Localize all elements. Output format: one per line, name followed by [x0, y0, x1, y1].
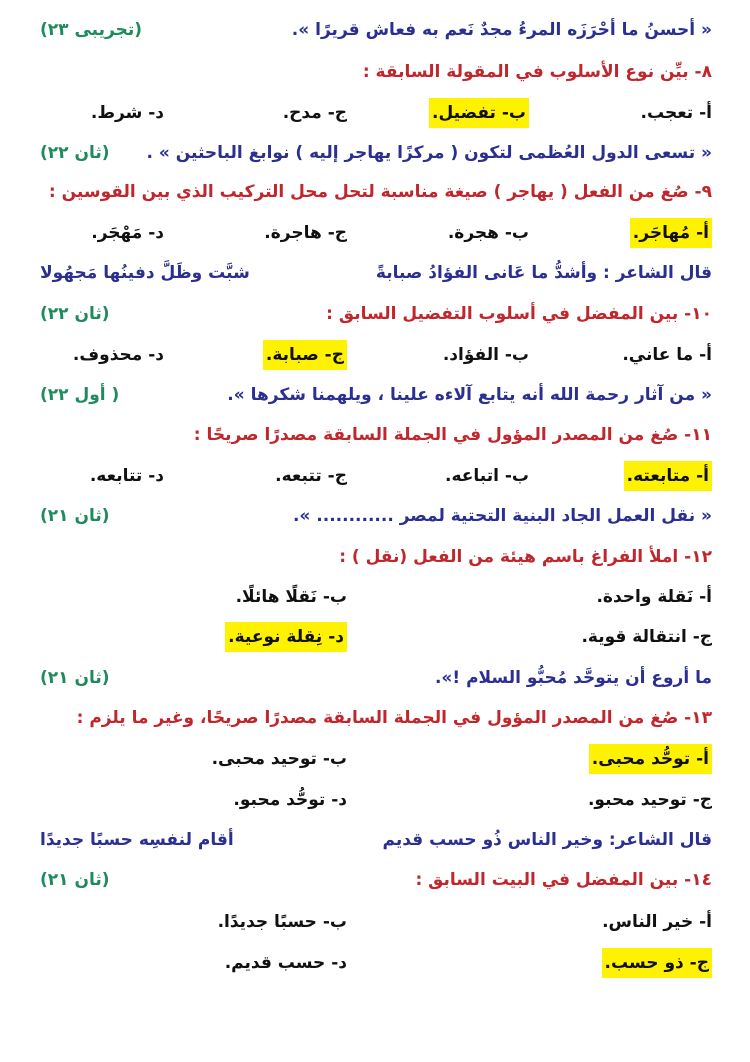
option-d-correct[interactable]: د- نِقلة نوعية. [225, 622, 347, 652]
option-d[interactable]: د- محذوف. [72, 345, 164, 365]
question-8 [40, 57, 712, 87]
option-b[interactable]: ب- هجرة. [447, 223, 529, 243]
quote-text: « نقل العمل الجاد البنية التحتية لمصر ............ ». [292, 506, 712, 526]
option-b[interactable]: ب- الفؤاد. [442, 345, 529, 365]
option-b[interactable]: ب- توحيد محبى. [211, 749, 347, 769]
quote-text: « أحسنُ ما أحْرَزَه المرءُ مجدٌ نَعم به فعاش قريرًا ». [291, 20, 712, 40]
question-text: ١٢- املأ الفراغ باسم هيئة من الفعل (نقل ) : [339, 547, 712, 567]
poem-line [40, 825, 712, 855]
question-text: ١٤- بين المفضل في البيت السابق : [415, 870, 712, 890]
exam-tag: ( أول ٢٢) [40, 385, 120, 405]
option-b-correct[interactable]: ب- تفضيل. [429, 98, 529, 128]
option-c[interactable]: ج- مدح. [282, 103, 347, 123]
option-c[interactable]: ج- هاجرة. [264, 223, 347, 243]
option-a[interactable]: أ- تعجب. [640, 103, 712, 123]
question-10 [40, 299, 712, 329]
quote-line [40, 138, 712, 168]
exam-tag: (ثان ٢١) [40, 506, 110, 526]
option-c-correct[interactable]: ج- ذو حسب. [602, 948, 712, 978]
option-b[interactable]: ب- نَقلًا هائلًا. [235, 587, 347, 607]
options-row [40, 461, 712, 491]
question-11 [40, 420, 712, 450]
exam-tag: (ثان ٢١) [40, 870, 110, 890]
options-row [40, 622, 712, 652]
poem-first-hemistich: قال الشاعر : وأشدُّ ما عَانى الفؤادُ صبابةً [375, 263, 712, 283]
option-d[interactable]: د- حسب قديم. [224, 953, 347, 973]
options-row [40, 744, 712, 774]
exam-tag: (ثان ٢١) [40, 668, 110, 688]
question-12 [40, 542, 712, 572]
exam-tag: (ثان ٢٢) [40, 304, 110, 324]
option-d[interactable]: د- شرط. [90, 103, 164, 123]
options-row [40, 785, 712, 815]
option-c[interactable]: ج- توحيد محبو. [587, 790, 712, 810]
poem-line [40, 258, 712, 288]
question-13 [40, 703, 712, 733]
option-b[interactable]: ب- حسبًا جديدًا. [217, 912, 347, 932]
options-row [40, 582, 712, 612]
options-row [40, 218, 712, 248]
question-text: ١٠- بين المفضل في أسلوب التفضيل السابق : [326, 304, 712, 324]
option-a-correct[interactable]: أ- توحُّد محبى. [589, 744, 712, 774]
option-a[interactable]: أ- ما عاني. [622, 345, 712, 365]
option-d[interactable]: د- تتابعه. [89, 466, 164, 486]
options-row [40, 907, 712, 937]
option-c-correct[interactable]: ج- صبابة. [263, 340, 347, 370]
question-text: ١٣- صُغ من المصدر المؤول في الجملة السابقة مصدرًا صريحًا، وغير ما يلزم : [76, 708, 712, 728]
quote-text: ما أروع أن يتوحَّد مُحبُّو السلام !». [434, 668, 712, 688]
option-a[interactable]: أ- نَقلة واحدة. [596, 587, 712, 607]
quote-line [40, 15, 712, 45]
option-a-correct[interactable]: أ- متابعته. [624, 461, 712, 491]
option-d[interactable]: د- توحُّد محبو. [233, 790, 347, 810]
quote-text: « من آثار رحمة الله أنه يتابع آلاءه علينا ، ويلهمنا شكرها ». [227, 385, 712, 405]
quote-line [40, 501, 712, 531]
poem-first-hemistich: قال الشاعر: وخير الناس ذُو حسب قديم [382, 830, 712, 850]
quote-text: « تسعى الدول العُظمى لتكون ( مركزًا يهاجر إليه ) نوابغ الباحثين » . [146, 143, 712, 163]
question-text: ١١- صُغ من المصدر المؤول في الجملة السابقة مصدرًا صريحًا : [193, 425, 712, 445]
question-text: ٨- بيِّن نوع الأسلوب في المقولة السابقة : [362, 62, 712, 82]
option-d[interactable]: د- مَهْجَر. [91, 223, 164, 243]
poem-second-hemistich: أقام لنفسِه حسبًا جديدًا [40, 830, 234, 850]
question-text: ٩- صُغ من الفعل ( يهاجر ) صيغة مناسبة لتحل محل التركيب الذي بين القوسين : [48, 182, 712, 202]
quote-line [40, 663, 712, 693]
option-c[interactable]: ج- انتقالة قوية. [581, 627, 712, 647]
quote-line [40, 380, 712, 410]
question-14 [40, 865, 712, 895]
options-row [40, 98, 712, 128]
option-c[interactable]: ج- تتبعه. [275, 466, 347, 486]
exam-tag: (ثان ٢٢) [40, 143, 110, 163]
options-row [40, 948, 712, 978]
option-a-correct[interactable]: أ- مُهاجَر. [630, 218, 712, 248]
question-9 [40, 177, 712, 207]
option-b[interactable]: ب- اتباعه. [445, 466, 529, 486]
options-row [40, 340, 712, 370]
exam-tag: (تجريبى ٢٣) [40, 20, 142, 40]
option-a[interactable]: أ- خير الناس. [602, 912, 712, 932]
poem-second-hemistich: شبَّت وظَلَّ دفينُها مَجهُولا [40, 263, 250, 283]
